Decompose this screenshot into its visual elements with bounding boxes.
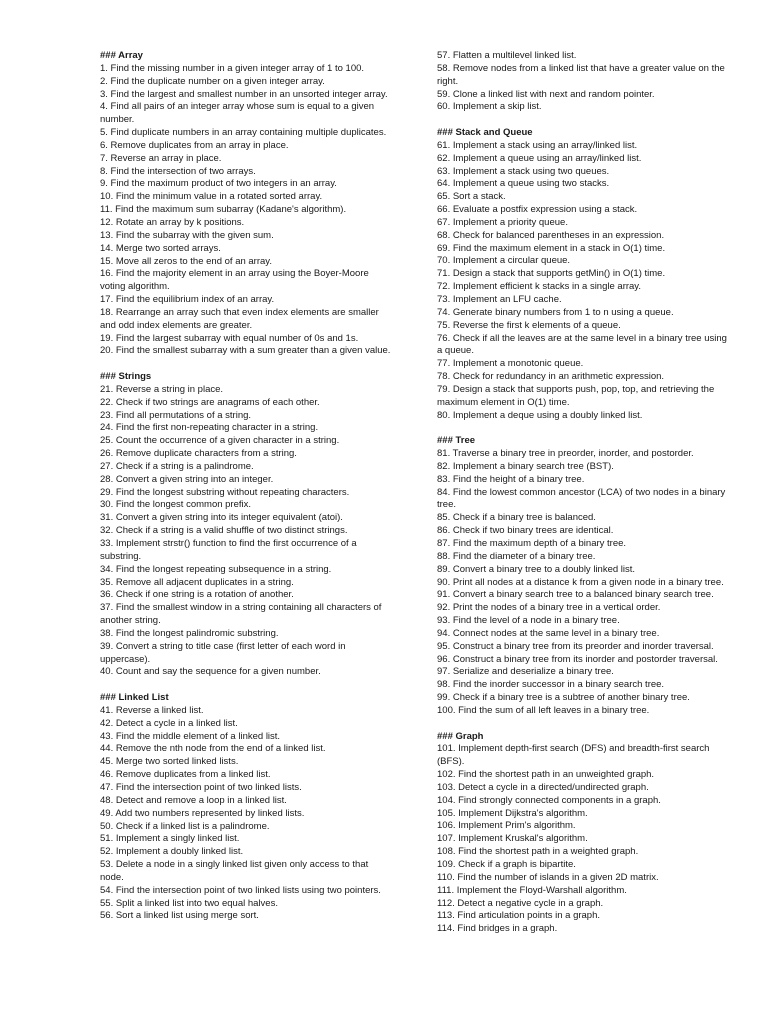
list-item: 107. Implement Kruskal's algorithm. xyxy=(437,833,588,845)
section-graph xyxy=(437,731,729,937)
list-item: 9. Find the maximum product of two integers in an array. xyxy=(100,178,337,190)
list-item: 43. Find the middle element of a linked list. xyxy=(100,730,281,742)
list-item: 94. Connect nodes at the same level in a binary tree. xyxy=(437,627,660,639)
list-item: 71. Design a stack that supports getMin() in O(1) time. xyxy=(437,268,666,280)
list-item: 41. Reverse a linked list. xyxy=(100,704,204,716)
list-item: 14. Merge two sorted arrays. xyxy=(100,242,221,254)
list-item: 82. Implement a binary search tree (BST). xyxy=(437,460,614,472)
list-item: 78. Check for redundancy in an arithmetic expression. xyxy=(437,371,665,383)
list-item: 56. Sort a linked list using merge sort. xyxy=(100,910,259,922)
list-item: 34. Find the longest repeating subsequence in a string. xyxy=(100,563,332,575)
list-item: 67. Implement a priority queue. xyxy=(437,216,568,228)
list-item: 88. Find the diameter of a binary tree. xyxy=(437,550,596,562)
list-item: 68. Check for balanced parentheses in an expression. xyxy=(437,229,665,241)
list-item: 97. Serialize and deserialize a binary tree. xyxy=(437,666,614,678)
list-item: 29. Find the longest substring without repeating characters. xyxy=(100,486,350,498)
list-item: 110. Find the number of islands in a given 2D matrix. xyxy=(437,871,659,883)
list-item: 13. Find the subarray with the given sum. xyxy=(100,229,274,241)
list-item: 46. Remove duplicates from a linked list. xyxy=(100,769,271,781)
section-strings xyxy=(100,371,392,679)
section-heading: ### Linked List xyxy=(100,692,169,704)
list-item: 98. Find the inorder successor in a binary search tree. xyxy=(437,679,665,691)
list-item: 104. Find strongly connected components in a graph. xyxy=(437,794,661,806)
list-item: 103. Detect a cycle in a directed/undirected graph. xyxy=(437,781,649,793)
list-item: 38. Find the longest palindromic substring. xyxy=(100,627,279,639)
list-item: 57. Flatten a multilevel linked list. xyxy=(437,50,577,61)
list-item: 101. Implement depth-first search (DFS) and breadth-first search (BFS). xyxy=(437,743,710,768)
list-item: 23. Find all permutations of a string. xyxy=(100,409,252,421)
list-item: 54. Find the intersection point of two linked lists using two pointers. xyxy=(100,884,381,896)
list-item: 83. Find the height of a binary tree. xyxy=(437,473,585,485)
list-item: 84. Find the lowest common ancestor (LCA) of two nodes in a binary tree. xyxy=(437,486,726,511)
list-item: 11. Find the maximum sum subarray (Kadane's algorithm). xyxy=(100,204,347,216)
section-heading: ### Tree xyxy=(437,435,476,447)
list-item: 17. Find the equilibrium index of an array. xyxy=(100,294,275,306)
list-item: 112. Detect a negative cycle in a graph. xyxy=(437,897,604,909)
list-item: 59. Clone a linked list with next and random pointer. xyxy=(437,88,655,100)
list-item: 37. Find the smallest window in a string containing all characters of another string. xyxy=(100,602,382,627)
list-item: 91. Convert a binary search tree to a balanced binary search tree. xyxy=(437,589,714,601)
list-item: 77. Implement a monotonic queue. xyxy=(437,358,584,370)
list-item: 25. Count the occurrence of a given character in a string. xyxy=(100,435,340,447)
list-item: 51. Implement a singly linked list. xyxy=(100,833,240,845)
list-item: 73. Implement an LFU cache. xyxy=(437,293,562,305)
list-item: 4. Find all pairs of an integer array whose sum is equal to a given number. xyxy=(100,101,375,126)
list-item: 35. Remove all adjacent duplicates in a string. xyxy=(100,576,294,588)
list-item: 70. Implement a circular queue. xyxy=(437,255,571,267)
right-column xyxy=(437,50,729,949)
list-item: 106. Implement Prim's algorithm. xyxy=(437,820,576,832)
list-item: 47. Find the intersection point of two linked lists. xyxy=(100,782,302,793)
list-item: 42. Detect a cycle in a linked list. xyxy=(100,717,238,729)
list-item: 31. Convert a given string into its integer equivalent (atoi). xyxy=(100,512,343,524)
list-item: 75. Reverse the first k elements of a queue. xyxy=(437,319,621,331)
section-heading: ### Array xyxy=(100,50,143,61)
list-item: 7. Reverse an array in place. xyxy=(100,152,222,164)
list-item: 52. Implement a doubly linked list. xyxy=(100,846,244,858)
list-item: 15. Move all zeros to the end of an array. xyxy=(100,255,272,267)
list-item: 40. Count and say the sequence for a given number. xyxy=(100,666,321,678)
list-item: 6. Remove duplicates from an array in place. xyxy=(100,139,289,151)
list-item: 27. Check if a string is a palindrome. xyxy=(100,460,254,472)
list-item: 74. Generate binary numbers from 1 to n using a queue. xyxy=(437,306,674,318)
list-item: 16. Find the majority element in an array using the Boyer-Moore voting algorithm. xyxy=(100,268,369,293)
list-item: 113. Find articulation points in a graph. xyxy=(437,910,601,922)
list-item: 10. Find the minimum value in a rotated sorted array. xyxy=(100,191,323,203)
list-item: 100. Find the sum of all left leaves in a binary tree. xyxy=(437,704,650,716)
list-item: 18. Rearrange an array such that even index elements are smaller and odd index elements are greater. xyxy=(100,306,379,331)
section-heading: ### Strings xyxy=(100,371,152,383)
list-item: 81. Traverse a binary tree in preorder, inorder, and postorder. xyxy=(437,448,694,460)
list-item: 86. Check if two binary trees are identical. xyxy=(437,525,614,537)
list-item: 49. Add two numbers represented by linked lists. xyxy=(100,807,305,819)
list-item: 28. Convert a given string into an integer. xyxy=(100,473,274,485)
list-item: 114. Find bridges in a graph. xyxy=(437,923,558,935)
list-item: 26. Remove duplicate characters from a string. xyxy=(100,448,297,460)
list-item: 65. Sort a stack. xyxy=(437,191,506,203)
list-item: 44. Remove the nth node from the end of a linked list. xyxy=(100,743,326,755)
list-item: 1. Find the missing number in a given integer array of 1 to 100. xyxy=(100,62,365,74)
section-linked-list xyxy=(100,692,392,923)
list-item: 55. Split a linked list into two equal halves. xyxy=(100,897,278,909)
list-item: 22. Check if two strings are anagrams of each other. xyxy=(100,396,320,408)
list-item: 90. Print all nodes at a distance k from a given node in a binary tree. xyxy=(437,576,724,588)
list-item: 61. Implement a stack using an array/linked list. xyxy=(437,139,638,151)
list-item: 50. Check if a linked list is a palindrome. xyxy=(100,820,270,832)
list-item: 39. Convert a string to title case (first letter of each word in uppercase). xyxy=(100,640,346,665)
list-item: 111. Implement the Floyd-Warshall algorithm. xyxy=(437,884,627,896)
list-item: 33. Implement strstr() function to find the first occurrence of a substring. xyxy=(100,538,357,562)
left-column xyxy=(100,50,392,936)
list-item: 102. Find the shortest path in an unweighted graph. xyxy=(437,769,655,781)
list-item: 99. Check if a binary tree is a subtree of another binary tree. xyxy=(437,692,690,704)
list-item: 20. Find the smallest subarray with a sum greater than a given value. xyxy=(100,345,391,357)
list-item: 64. Implement a queue using two stacks. xyxy=(437,178,610,190)
section-tree xyxy=(437,435,729,718)
list-item: 108. Find the shortest path in a weighted graph. xyxy=(437,846,639,858)
section-stack-and-queue xyxy=(437,127,729,422)
list-item: 58. Remove nodes from a linked list that have a greater value on the right. xyxy=(437,62,725,87)
list-item: 63. Implement a stack using two queues. xyxy=(437,165,610,177)
list-item: 8. Find the intersection of two arrays. xyxy=(100,165,256,177)
list-item: 3. Find the largest and smallest number in an unsorted integer array. xyxy=(100,88,388,100)
list-item: 92. Print the nodes of a binary tree in a vertical order. xyxy=(437,602,661,614)
list-item: 66. Evaluate a postfix expression using a stack. xyxy=(437,204,638,216)
list-item: 85. Check if a binary tree is balanced. xyxy=(437,512,596,524)
list-item: 2. Find the duplicate number on a given integer array. xyxy=(100,75,325,87)
list-item: 45. Merge two sorted linked lists. xyxy=(100,756,239,768)
section-array xyxy=(100,50,392,358)
list-item: 87. Find the maximum depth of a binary tree. xyxy=(437,537,627,549)
list-item: 96. Construct a binary tree from its inorder and postorder traversal. xyxy=(437,653,718,665)
list-item: 95. Construct a binary tree from its preorder and inorder traversal. xyxy=(437,640,714,652)
list-item: 30. Find the longest common prefix. xyxy=(100,499,252,511)
list-item: 60. Implement a skip list. xyxy=(437,101,542,113)
list-item: 72. Implement efficient k stacks in a single array. xyxy=(437,281,641,293)
section-heading: ### Graph xyxy=(437,730,484,742)
section-heading: ### Stack and Queue xyxy=(437,127,533,139)
list-item: 69. Find the maximum element in a stack in O(1) time. xyxy=(437,242,666,254)
list-item: 21. Reverse a string in place. xyxy=(100,383,224,395)
list-item: 5. Find duplicate numbers in an array containing multiple duplicates. xyxy=(100,127,387,139)
section-continued xyxy=(437,50,729,114)
list-item: 62. Implement a queue using an array/linked list. xyxy=(437,152,642,164)
list-item: 80. Implement a deque using a doubly linked list. xyxy=(437,409,643,421)
list-item: 53. Delete a node in a singly linked list given only access to that node. xyxy=(100,859,369,883)
list-item: 93. Find the level of a node in a binary tree. xyxy=(437,615,620,627)
list-item: 79. Design a stack that supports push, pop, top, and retrieving the maximum element in O(1) time. xyxy=(437,383,715,408)
list-item: 12. Rotate an array by k positions. xyxy=(100,216,245,228)
list-item: 24. Find the first non-repeating character in a string. xyxy=(100,422,319,434)
list-item: 32. Check if a string is a valid shuffle of two distinct strings. xyxy=(100,525,348,537)
list-item: 48. Detect and remove a loop in a linked list. xyxy=(100,794,287,806)
list-item: 105. Implement Dijkstra's algorithm. xyxy=(437,807,588,819)
list-item: 109. Check if a graph is bipartite. xyxy=(437,859,576,871)
list-item: 89. Convert a binary tree to a doubly linked list. xyxy=(437,563,636,575)
list-item: 36. Check if one string is a rotation of another. xyxy=(100,589,294,601)
list-item: 19. Find the largest subarray with equal number of 0s and 1s. xyxy=(100,332,359,344)
list-item: 76. Check if all the leaves are at the same level in a binary tree using a queue. xyxy=(437,332,727,357)
